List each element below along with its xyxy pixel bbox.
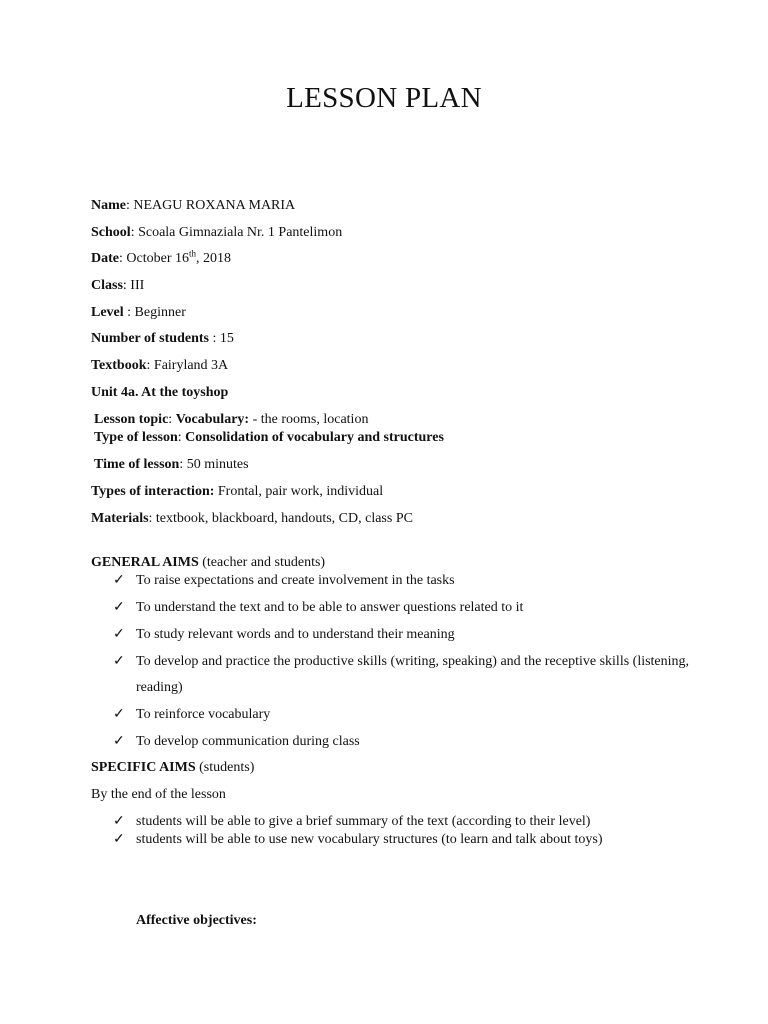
specific-aim-text: students will be able to use new vocabulary structures (to learn and talk about toys) [136, 832, 603, 847]
general-aim-text: To reinforce vocabulary [136, 707, 271, 722]
class-value: : III [122, 278, 145, 293]
textbook-value: : Fairyland 3A [146, 358, 229, 373]
level-label: Level [91, 305, 124, 320]
checkmark-icon: ✓ [113, 573, 125, 588]
general-aims-title: GENERAL AIMS [91, 555, 199, 570]
school-label: School [91, 225, 131, 240]
general-aims-note: (teacher and students) [198, 555, 326, 570]
interaction-label: Types of interaction: [91, 484, 215, 499]
date-year: , 2018 [196, 251, 231, 266]
interaction-value: Frontal, pair work, individual [214, 484, 384, 499]
type-row [94, 429, 444, 447]
checkmark-icon: ✓ [113, 832, 125, 847]
checkmark-icon: ✓ [113, 707, 125, 722]
unit-title: Unit 4a. At the toyshop [91, 385, 229, 400]
general-aim-text: To raise expectations and create involvement in the tasks [136, 573, 455, 588]
materials-row [91, 510, 413, 528]
page-title: LESSON PLAN [286, 82, 482, 114]
topic-label: Lesson topic [94, 412, 169, 427]
general-aim-text: To develop communication during class [136, 734, 360, 749]
level-row [91, 304, 186, 322]
name-value: : NEAGU ROXANA MARIA [126, 198, 296, 213]
name-label: Name [91, 198, 126, 213]
students-value: : 15 [208, 331, 234, 346]
checkmark-icon: ✓ [113, 654, 125, 669]
topic-sep: : [168, 412, 176, 427]
checkmark-icon: ✓ [113, 734, 125, 749]
topic-row [94, 411, 368, 429]
students-row [91, 330, 234, 348]
date-row [91, 250, 231, 268]
general-aim-text: To understand the text and to be able to answer questions related to it [136, 600, 524, 615]
specific-aims-heading [91, 759, 254, 777]
general-aim-text: To study relevant words and to understand their meaning [136, 627, 455, 642]
time-label: Time of lesson [94, 457, 180, 472]
specific-aim-text: students will be able to give a brief summary of the text (according to their level) [136, 814, 591, 829]
time-row [94, 456, 249, 474]
date-superscript: th [188, 248, 196, 259]
class-row [91, 277, 144, 295]
type-label: Type of lesson [94, 430, 178, 445]
topic-vocab: Vocabulary: [175, 412, 250, 427]
time-value: : 50 minutes [179, 457, 249, 472]
checkmark-icon: ✓ [113, 814, 125, 829]
date-value: : October 16 [119, 251, 189, 266]
materials-value: : textbook, blackboard, handouts, CD, class PC [148, 511, 413, 526]
type-sep: : [177, 430, 186, 445]
school-row [91, 224, 342, 242]
interaction-row [91, 483, 383, 501]
name-row [91, 197, 295, 215]
date-label: Date [91, 251, 119, 266]
class-label: Class [91, 278, 123, 293]
textbook-row [91, 357, 228, 375]
general-aim-continuation: reading) [136, 680, 183, 695]
specific-aims-intro: By the end of the lesson [91, 787, 226, 802]
general-aim-text: To develop and practice the productive skills (writing, speaking) and the receptive skills (listening, [136, 654, 690, 669]
level-value: : Beginner [123, 305, 186, 320]
school-value: : Scoala Gimnaziala Nr. 1 Pantelimon [130, 225, 343, 240]
topic-value: - the rooms, location [249, 412, 369, 427]
type-value: Consolidation of vocabulary and structures [185, 430, 444, 445]
checkmark-icon: ✓ [113, 627, 125, 642]
specific-aims-title: SPECIFIC AIMS [91, 760, 196, 775]
general-aims-heading [91, 554, 325, 572]
textbook-label: Textbook [91, 358, 147, 373]
specific-aims-note: (students) [195, 760, 255, 775]
students-label: Number of students [91, 331, 209, 346]
materials-label: Materials [91, 511, 149, 526]
affective-objectives-heading: Affective objectives: [136, 913, 257, 928]
checkmark-icon: ✓ [113, 600, 125, 615]
